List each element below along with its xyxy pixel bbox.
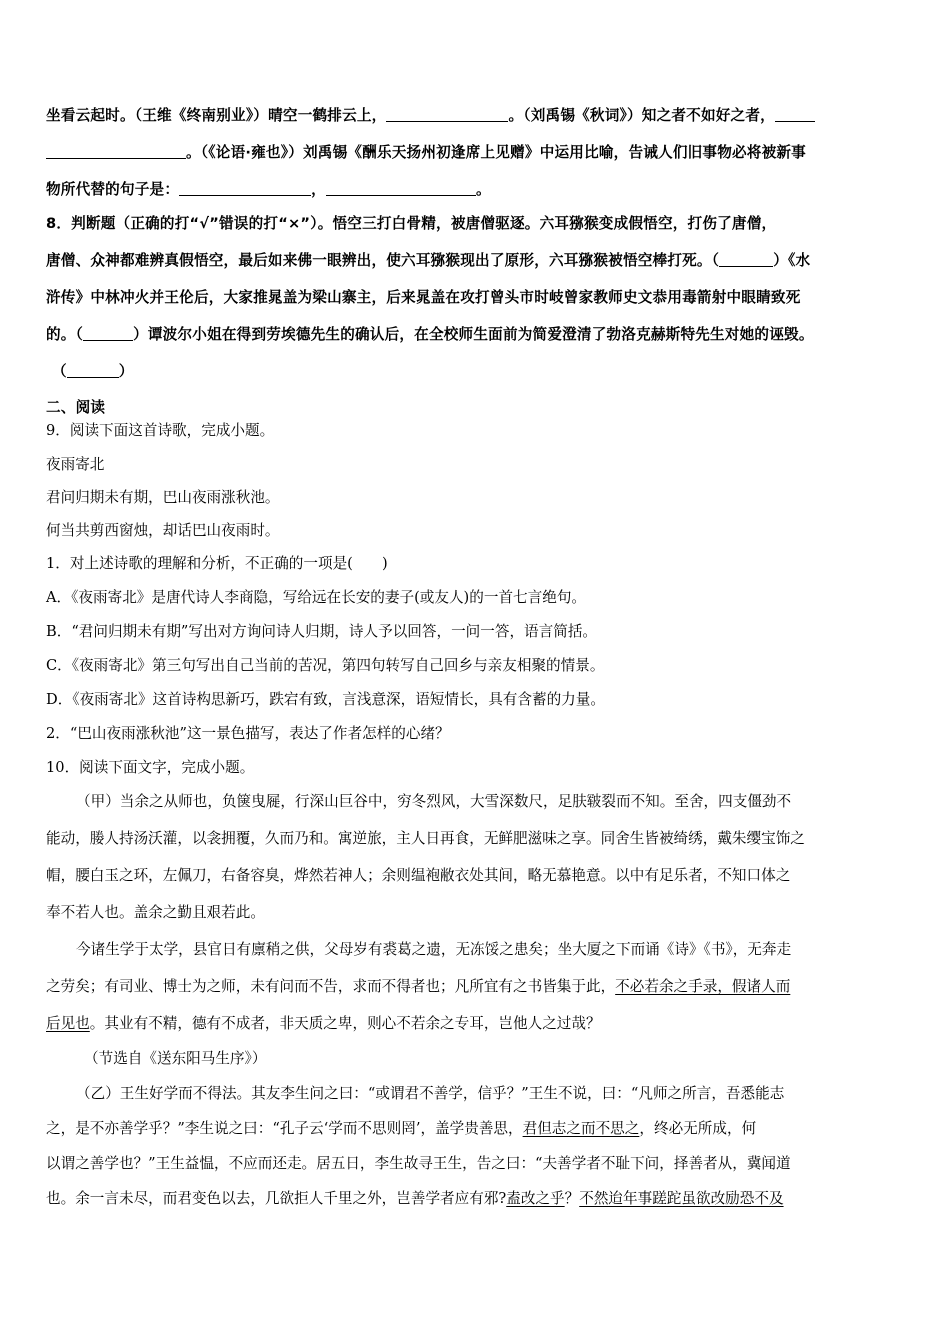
passage-text: ？: [564, 1190, 580, 1207]
q8-line-2: [46, 249, 810, 270]
q7-line-2: [46, 141, 806, 162]
q8-text: 浒传》中林冲火并王伦后，大家推晁盖为梁山寨主，后来晁盖在攻打曾头市时岐曾家教师史文恭用毒箭射中眼睛致死: [46, 289, 801, 306]
answer-blank[interactable]: [386, 107, 508, 122]
passage-jia-line: [46, 975, 790, 996]
passage-jia-line: [46, 1012, 601, 1033]
poem-title: 夜雨寄北: [46, 456, 105, 473]
poem-line: 君问归期未有期，巴山夜雨涨秋池。: [46, 489, 280, 506]
question-stem: 1．对上述诗歌的理解和分析，不正确的一项是( ): [46, 555, 388, 572]
q8-line-4: [46, 323, 814, 344]
q8-text: ）: [118, 363, 134, 380]
q7-text: 。: [475, 181, 491, 198]
passage-text: 也。余一言未尽，而君变色以去，几欲拒人千里之外，岂善学者应有邪?: [46, 1190, 507, 1207]
q7-text: 。（《论语·雍也》）刘禹锡《酬乐天扬州初逢席上见赠》中运用比喻，告诫人们旧事物必将被新事: [186, 144, 806, 161]
underlined-sentence: 后见也: [46, 1015, 90, 1032]
underlined-sentence: 君但志之而不思之: [522, 1120, 640, 1137]
q7-line-1: [46, 104, 815, 125]
q7-text: 坐看云起时。（王维《终南别业》）晴空一鹤排云上，: [46, 107, 387, 124]
passage-text: ，终必无所成，何: [639, 1120, 757, 1137]
answer-blank[interactable]: [179, 181, 311, 196]
q8-line-3: [46, 286, 801, 307]
q7-text: 物所代替的句子是：: [46, 181, 180, 198]
option-d[interactable]: D．《夜雨寄北》这首诗构思新巧，跌宕有致，言浅意深，语短情长，具有含蓄的力量。: [46, 691, 605, 708]
passage-yi-line: [46, 1187, 784, 1208]
q7-text: 。（刘禹锡《秋词》）知之者不如好之者，: [508, 107, 775, 124]
q10-intro: 10．阅读下面文字，完成小题。: [46, 759, 255, 776]
underlined-sentence: 盍改之乎: [506, 1190, 565, 1207]
answer-blank[interactable]: [719, 252, 773, 267]
q8-line-1: [46, 212, 776, 233]
passage-jia-line: 今诸生学于太学，县官日有廪稍之供，父母岁有裘葛之遗，无冻馁之患矣；坐大厦之下而诵《诗》《书》，无奔走: [76, 941, 792, 958]
q8-text: 8．判断题（正确的打“√”错误的打“×”）。悟空三打白骨精，被唐僧驱逐。六耳猕猴变成假悟空，打伤了唐僧，: [46, 215, 777, 232]
q8-text: ）《水: [773, 252, 811, 269]
passage-yi-line: [46, 1117, 756, 1138]
passage-jia-line: 奉不若人也。盖余之勤且艰若此。: [46, 904, 265, 921]
q8-line-5: [52, 360, 134, 381]
poem-line: 何当共剪西窗烛，却话巴山夜雨时。: [46, 522, 280, 539]
option-c[interactable]: C．《夜雨寄北》第三句写出自己当前的苦况，第四句转写自己回乡与亲友相聚的情景。: [46, 657, 605, 674]
passage-text: 。其业有不精，德有不成者，非天质之卑，则心不若余之专耳，岂他人之过哉？: [89, 1015, 601, 1032]
passage-source: （节选自《送东阳马生序》）: [84, 1050, 267, 1067]
q9-intro: 9．阅读下面这首诗歌，完成小题。: [46, 422, 275, 439]
answer-blank[interactable]: [83, 326, 133, 341]
q7-text: ，: [311, 181, 326, 198]
q8-text: 的。（: [46, 326, 84, 343]
answer-blank[interactable]: [326, 181, 476, 196]
passage-jia-line: （甲）当余之从师也，负箧曳屣，行深山巨谷中，穷冬烈风，大雪深数尺，足肤皲裂而不知。至舍，四支僵劲不: [76, 793, 792, 810]
passage-jia-line: 帽，腰白玉之环，左佩刀，右备容臭，烨然若神人；余则缊袍敝衣处其间，略无慕艳意。以中有足乐者，不知口体之: [46, 867, 791, 884]
q8-text: （: [52, 363, 67, 380]
question-stem: 2．“巴山夜雨涨秋池”这一景色描写，表达了作者怎样的心绪？: [46, 725, 450, 742]
option-b[interactable]: B．“君问归期未有期”写出对方询问诗人归期，诗人予以回答，一问一答，语言简括。: [46, 623, 598, 640]
passage-text: 之，是不亦善学乎？”李生说之曰：“孔子云‘学而不思则罔’，盖学贵善思，: [46, 1120, 523, 1137]
passage-yi-line: （乙）王生好学而不得法。其友李生问之曰：“或谓君不善学，信乎？”王生不说，曰：“凡师之所言，吾悉能志: [76, 1085, 785, 1102]
answer-blank[interactable]: [46, 144, 186, 159]
underlined-sentence: 不然迨年事蹉跎虽欲改励恐不及: [579, 1190, 784, 1207]
answer-blank[interactable]: [775, 107, 815, 122]
passage-yi-line: 以谓之善学也？”王生益愠，不应而还走。居五日，李生故寻王生，告之曰：“夫善学者不耻下问，择善者从，冀闻道: [46, 1155, 791, 1172]
passage-jia-line: 能动，媵人持汤沃灌，以衾拥覆，久而乃和。寓逆旅，主人日再食，无鲜肥滋味之享。同舍生皆被绮绣，戴朱缨宝饰之: [46, 830, 805, 847]
passage-text: 之劳矣；有司业、博士为之师，未有问而不告，求而不得者也；凡所宜有之书皆集于此，: [46, 978, 616, 995]
q8-text: 唐僧、众神都难辨真假悟空，最后如来佛一眼辨出，使六耳猕猴现出了原形，六耳猕猴被悟空棒打死。（: [46, 252, 720, 269]
underlined-sentence: 不必若余之手录，假诸人而: [615, 978, 791, 995]
q7-line-3: [46, 178, 491, 199]
section-heading: 二、阅读: [46, 399, 106, 416]
q8-text: ）谭波尔小姐在得到劳埃德先生的确认后，在全校师生面前为简爱澄清了勃洛克赫斯特先生对她的诬毁。: [133, 326, 814, 343]
option-a[interactable]: A．《夜雨寄北》是唐代诗人李商隐，写给远在长安的妻子(或友人)的一首七言绝句。: [46, 589, 587, 606]
answer-blank[interactable]: [67, 363, 119, 378]
